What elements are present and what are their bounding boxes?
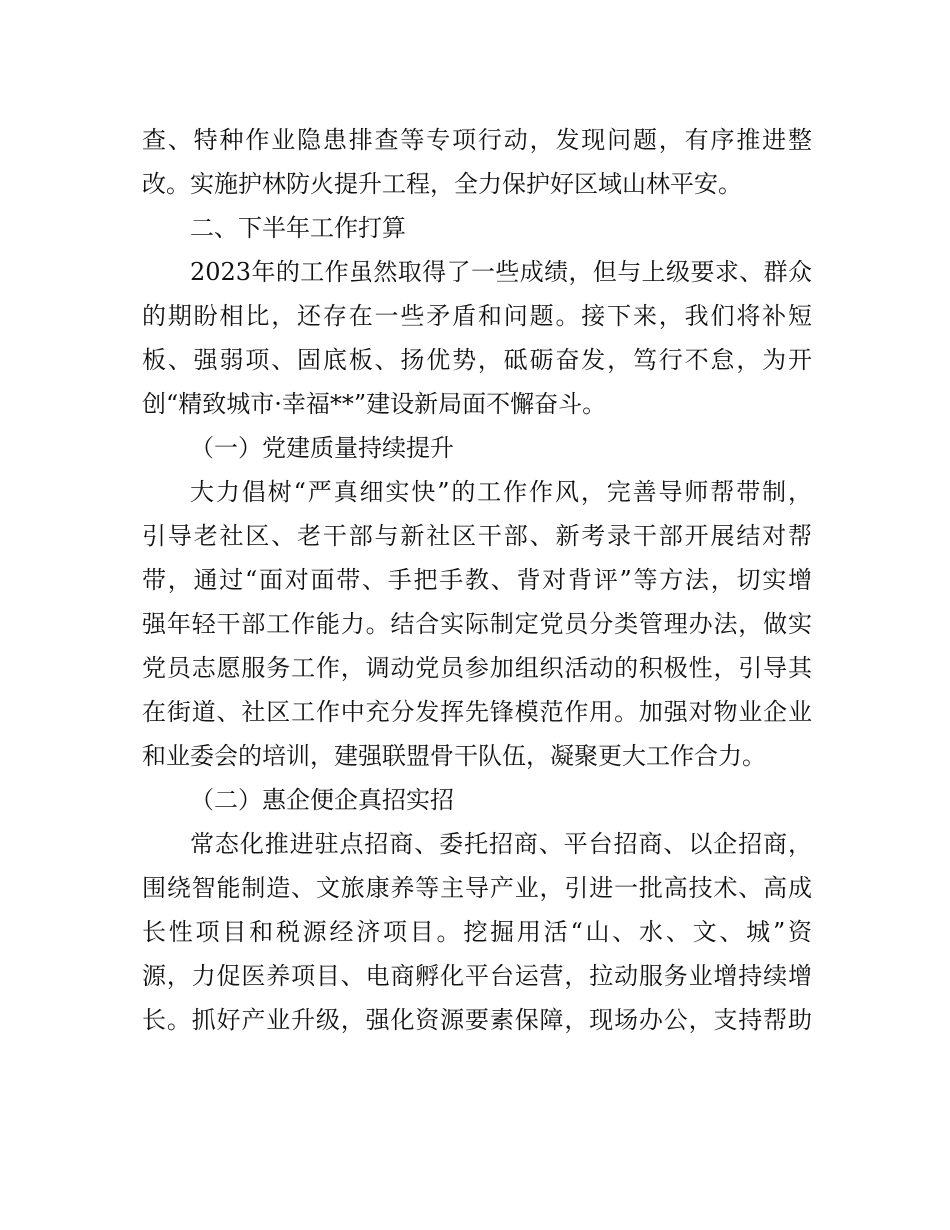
paragraph-line: 的期盼相比，还存在一些矛盾和问题。接下来，我们将补短 (142, 302, 812, 330)
paragraph-line: 带，通过“面对面带、手把手教、背对背评”等方法，切实增 (142, 566, 812, 594)
paragraph-line: 创“精致城市·幸福**”建设新局面不懈奋斗。 (142, 390, 607, 418)
subsection-heading: （二）惠企便企真招实招 (190, 786, 454, 814)
paragraph-line: 引导老社区、老干部与新社区干部、新考录干部开展结对帮 (142, 522, 812, 550)
paragraph-line: 长性项目和税源经济项目。挖掘用活“山、水、文、城”资 (142, 918, 812, 946)
paragraph-line: 板、强弱项、固底板、扬优势，砥砺奋发，笃行不怠，为开 (142, 346, 812, 374)
paragraph-line: 强年轻干部工作能力。结合实际制定党员分类管理办法，做实 (142, 610, 812, 638)
paragraph-line: 查、特种作业隐患排查等专项行动，发现问题，有序推进整 (142, 126, 812, 154)
document-body (142, 118, 812, 1042)
paragraph-line: 和业委会的培训，建强联盟骨干队伍，凝聚更大工作合力。 (142, 742, 766, 770)
paragraph-line: 源，力促医养项目、电商孵化平台运营，拉动服务业增持续增 (142, 962, 812, 990)
paragraph-line: 常态化推进驻点招商、委托招商、平台招商、以企招商， (190, 830, 812, 858)
paragraph-line: 党员志愿服务工作，调动党员参加组织活动的积极性，引导其 (142, 654, 812, 682)
paragraph-line: 改。实施护林防火提升工程，全力保护好区域山林平安。 (142, 170, 742, 198)
paragraph-line: 在街道、社区工作中充分发挥先锋模范作用。加强对物业企业 (142, 698, 812, 726)
paragraph-line: 长。抓好产业升级，强化资源要素保障，现场办公，支持帮助 (142, 1006, 812, 1034)
paragraph-line: 围绕智能制造、文旅康养等主导产业，引进一批高技术、高成 (142, 874, 812, 902)
section-heading: 二、下半年工作打算 (190, 214, 406, 242)
paragraph-line: 大力倡树“严真细实快”的工作作风，完善导师帮带制， (190, 478, 812, 506)
paragraph-line: 2023年的工作虽然取得了一些成绩，但与上级要求、群众 (190, 258, 812, 286)
subsection-heading: （一）党建质量持续提升 (190, 434, 454, 462)
